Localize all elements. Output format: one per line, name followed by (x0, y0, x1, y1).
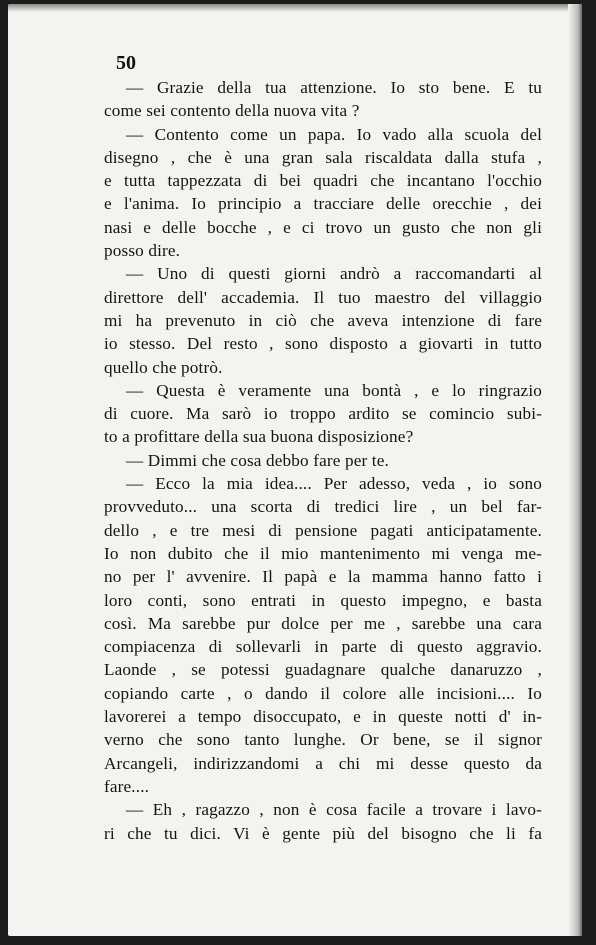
text-line: to a profittare della sua buona disposizione? (104, 427, 414, 447)
text-line: compiacenza di sollevarli in parte di questo aggravio. (104, 637, 542, 657)
text-line: come sei contento della nuova vita ? (104, 101, 360, 121)
text-line: posso dire. (104, 241, 181, 261)
text-line: — Eh , ragazzo , non è cosa facile a trovare i lavo- (126, 800, 542, 820)
text-line: di cuore. Ma sarò io troppo ardito se comincio subi- (104, 404, 542, 424)
text-line: — Uno di questi giorni andrò a raccomandarti al (126, 264, 542, 284)
text-line: mi ha prevenuto in ciò che aveva intenzione di fare (104, 310, 542, 330)
page-top-edge-shadow (8, 4, 582, 12)
text-line: lavorerei a tempo disoccupato, e in queste notti d' in- (104, 707, 542, 727)
text-line: e tutta tappezzata di bei quadri che incantano l'occhio (104, 171, 542, 191)
text-line: disegno , che è una gran sala riscaldata dalla stufa , (104, 147, 542, 167)
text-line: — Dimmi che cosa debbo fare per te. (126, 450, 389, 470)
text-line: quello che potrò. (104, 357, 223, 377)
text-line: no per l' avvenire. Il papà e la mamma hanno fatto i (104, 567, 542, 587)
text-line: fare.... (104, 776, 150, 796)
text-line: — Questa è veramente una bontà , e lo ringrazio (126, 380, 542, 400)
text-line: io stesso. Del resto , sono disposto a giovarti in tutto (104, 334, 542, 354)
text-line: verno che sono tanto lunghe. Or bene, se il signor (104, 730, 542, 750)
text-line: provveduto... una scorta di tredici lire , un bel far- (104, 497, 542, 517)
text-line: direttore dell' accademia. Il tuo maestro del villaggio (104, 287, 542, 307)
text-line: Arcangeli, indirizzandomi a chi mi desse questo da (104, 753, 542, 773)
text-line: copiando carte , o dando il colore alle incisioni.... Io (104, 683, 542, 703)
text-line: e l'anima. Io principio a tracciare delle orecchie , dei (104, 194, 542, 214)
body-text (104, 76, 542, 845)
text-line: Io non dubito che il mio mantenimento mi venga me- (104, 543, 542, 563)
text-line: Laonde , se potessi guadagnare qualche danaruzzo , (104, 660, 542, 680)
page-number: 50 (116, 52, 136, 74)
text-line: nasi e delle bocche , e ci trovo un gusto che non gli (104, 217, 542, 237)
text-line: loro conti, sono entrati in questo impegno, e basta (104, 590, 542, 610)
text-line: — Grazie della tua attenzione. Io sto bene. E tu (126, 78, 542, 97)
text-line: così. Ma sarebbe pur dolce per me , sarebbe una cara (104, 613, 542, 633)
text-line: ri che tu dici. Vi è gente più del bisogno che li fa (104, 823, 542, 843)
page-right-edge-shadow (568, 4, 582, 936)
text-line: dello , e tre mesi di pensione pagati anticipatamente. (104, 520, 542, 540)
text-line: — Ecco la mia idea.... Per adesso, veda , io sono (126, 474, 542, 494)
text-line: — Contento come un papa. Io vado alla scuola del (126, 124, 542, 144)
book-page (8, 4, 582, 936)
